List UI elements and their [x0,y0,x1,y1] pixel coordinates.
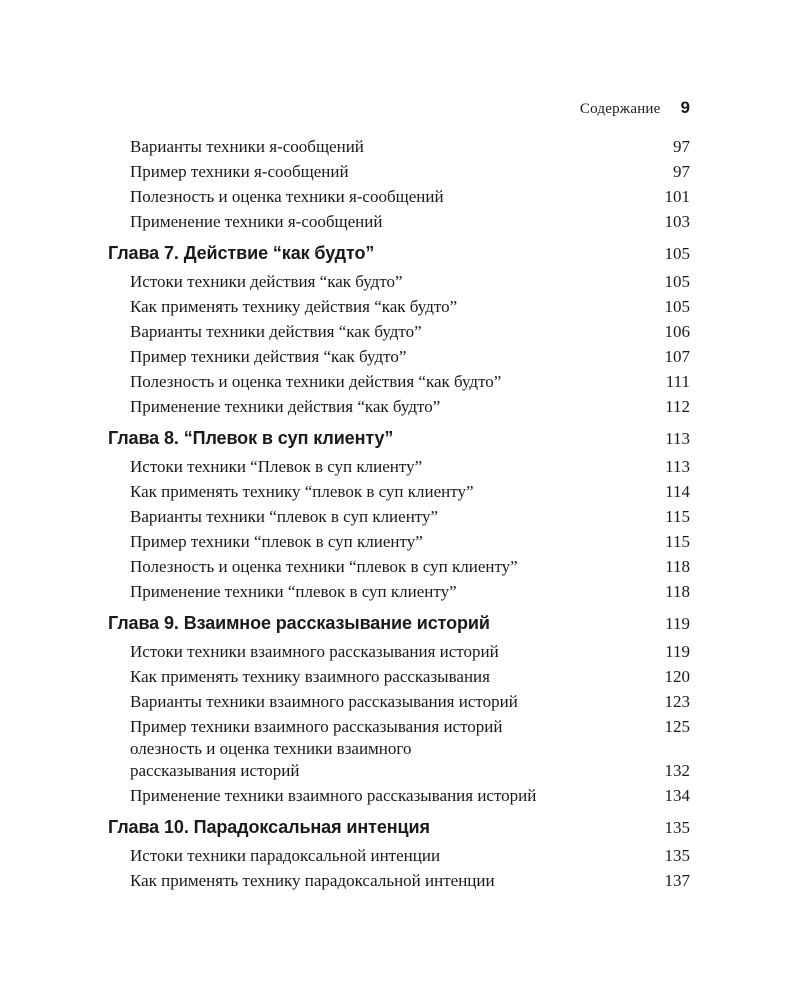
toc-entry-title: Варианты техники взаимного рассказывания историй [130,692,518,711]
toc-entry-title: Истоки техники взаимного рассказывания историй [130,642,499,661]
chapter-page: 135 [664,818,690,837]
toc-entry[interactable] [108,393,692,418]
toc-entry-page: 118 [665,557,690,576]
toc-entry-page: 101 [664,187,690,206]
chapter-title: Глава 8. “Плевок в суп клиенту” [108,428,394,448]
chapter-heading[interactable] [108,613,692,638]
chapter-heading[interactable] [108,817,692,842]
toc-entry[interactable] [108,663,692,688]
toc-entry-title: Пример техники я-сообщений [130,162,349,181]
toc-entry-page: 105 [664,272,690,291]
chapter-page: 119 [665,614,690,633]
toc-entry-title: Как применять технику “плевок в суп клиенту” [130,482,474,501]
toc-entry-page: 123 [664,692,690,711]
toc-entry[interactable] [108,478,692,503]
toc-entry-title: Применение техники действия “как будто” [130,397,441,416]
chapter-10-section [108,817,692,892]
toc-entry-page: 114 [665,482,690,501]
toc-entry-title: Варианты техники действия “как будто” [130,322,422,341]
toc-entry-page: 125 [664,717,690,736]
toc-entry[interactable] [108,343,692,368]
toc-entry-page: 134 [664,786,690,805]
chapter-title: Глава 9. Взаимное рассказывание историй [108,613,490,633]
toc-entry-page: 119 [665,642,690,661]
toc-entry-page: 115 [665,532,690,551]
toc-entry[interactable] [108,158,692,183]
toc-entry[interactable] [108,453,692,478]
header-title: Содержание [579,101,661,117]
toc-entry-title: Истоки техники парадоксальной интенции [130,846,441,865]
toc-entry-title: Применение техники я-сообщений [130,212,383,231]
chapter-title: Глава 10. Парадоксальная интенция [108,817,430,837]
toc-entry[interactable] [108,713,692,738]
toc-entry-title: Полезность и оценка техники “плевок в суп клиенту” [130,557,518,576]
chapter-7-section [108,243,692,418]
toc-entry-page: 113 [665,457,690,476]
toc-entry[interactable] [108,867,692,892]
toc-entry[interactable] [108,133,692,158]
toc-entry[interactable] [108,842,692,867]
chapter-page: 105 [664,244,690,263]
toc-entry-title: Истоки техники действия “как будто” [130,272,403,291]
toc-entry-page: 112 [665,397,690,416]
toc-entry-title: Как применять технику парадоксальной интенции [130,871,495,890]
toc-entry[interactable] [108,268,692,293]
intro-section [108,133,692,233]
toc-entry[interactable] [108,528,692,553]
toc-entry-page: 97 [673,162,690,181]
toc-entry-title: Пример техники взаимного рассказывания историй [130,717,503,736]
toc-entry-title: Применение техники взаимного рассказывания историй [130,786,537,805]
toc-entry[interactable] [108,553,692,578]
toc-entry-title: Как применять технику взаимного рассказывания [130,667,490,686]
toc-entry-page: 115 [665,507,690,526]
toc-entry-title: Истоки техники “Плевок в суп клиенту” [130,457,423,476]
toc-entry[interactable] [108,368,692,393]
chapter-page: 113 [665,429,690,448]
toc-entry-title: Полезность и оценка техники действия “как будто” [130,372,502,391]
chapter-heading[interactable] [108,428,692,453]
toc-entry-title: олезность и оценка техники взаимного рассказывания историй [130,739,412,780]
toc-entry[interactable] [108,782,692,807]
table-of-contents [108,133,692,892]
chapter-title: Глава 7. Действие “как будто” [108,243,375,263]
toc-entry[interactable] [108,318,692,343]
toc-entry-title: Пример техники действия “как будто” [130,347,407,366]
toc-entry[interactable] [108,578,692,603]
toc-entry[interactable] [108,208,692,233]
toc-entry-page: 105 [664,297,690,316]
toc-entry[interactable] [108,738,692,782]
toc-entry-page: 137 [664,871,690,890]
toc-entry-title: Как применять технику действия “как будто” [130,297,458,316]
chapter-8-section [108,428,692,603]
chapter-heading[interactable] [108,243,692,268]
toc-entry-title: Варианты техники я-сообщений [130,137,364,156]
toc-entry-page: 107 [664,347,690,366]
header-page-number: 9 [680,98,690,117]
toc-entry[interactable] [108,503,692,528]
toc-entry-title: Применение техники “плевок в суп клиенту” [130,582,457,601]
toc-entry-title: Варианты техники “плевок в суп клиенту” [130,507,439,526]
toc-entry[interactable] [108,688,692,713]
toc-entry-page: 135 [664,846,690,865]
toc-entry[interactable] [108,183,692,208]
toc-entry-page: 111 [665,372,690,391]
toc-entry-page: 118 [665,582,690,601]
toc-entry-page: 120 [664,667,690,686]
toc-entry-page: 103 [664,212,690,231]
toc-entry-page: 106 [664,322,690,341]
toc-entry-title: Полезность и оценка техники я-сообщений [130,187,444,206]
running-header [108,98,692,122]
toc-entry[interactable] [108,293,692,318]
toc-entry-title: Пример техники “плевок в суп клиенту” [130,532,423,551]
toc-entry-page: 132 [664,761,690,780]
toc-entry[interactable] [108,638,692,663]
toc-entry-page: 97 [673,137,690,156]
chapter-9-section [108,613,692,807]
